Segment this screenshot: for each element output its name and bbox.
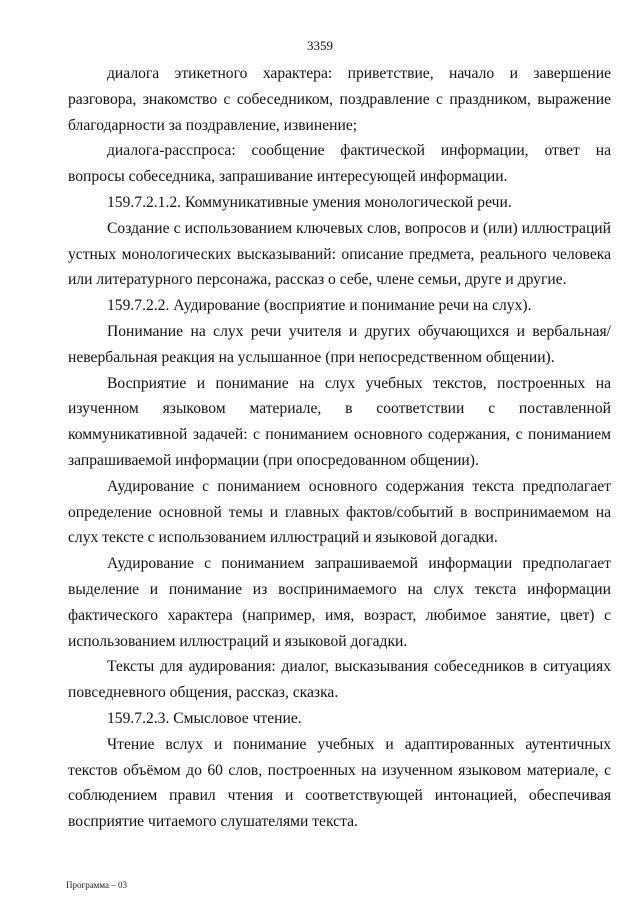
paragraph-etiquette-dialogue: диалога этикетного характера: приветствие, начало и завершение разговора, знакомство с собеседником, поздравление с праздником, выражение благодарности за поздравление, извинение; [68,65,611,134]
paragraph-monologue-creation: Создание с использованием ключевых слов, вопросов и (или) иллюстраций устных монологических высказываний: описание предмета, реального человека или литературного персонажа, рассказ о себе, члене семьи, друге и другие. [68,219,611,289]
paragraph-reading-aloud: Чтение вслух и понимание учебных и адаптированных аутентичных текстов объёмом до 60 слов, построенных на изученном языковом материале, с соблюдением правил чтения и соответствующей интонацией, обеспечивая восприятие читаемого слушателями текста. [68,735,611,831]
paragraph-listening-main-content: Аудирование с пониманием основного содержания текста предполагает определение основной темы и главных фактов/событий в воспринимаемом на слух тексте с использованием иллюстраций и языковой догадки. [68,477,611,547]
section-heading-listening: 159.7.2.2. Аудирование (восприятие и понимание речи на слух). [107,297,532,315]
paragraph-listening-requested-info: Аудирование с пониманием запрашиваемой информации предполагает выделение и понимание из воспринимаемого на слух текста информации фактического характера (например, имя, возраст, любимое занятие, цвет) с использованием иллюстраций и языковой догадки. [68,555,611,650]
paragraph-listening-texts: Восприятие и понимание на слух учебных текстов, построенных на изученном языковом материале, в соответствии с поставленной коммуникативной задачей: с пониманием основного содержания, с пониманием запрашиваемой информации (при опосредованном общении). [68,374,611,469]
paragraph-listening-teacher: Понимание на слух речи учителя и других обучающихся и вербальная/невербальная реакция на услышанное (при непосредственном общении). [68,322,611,366]
section-heading-reading: 159.7.2.3. Смысловое чтение. [107,709,302,727]
section-heading-monologue: 159.7.2.1.2. Коммуникативные умения монологической речи. [107,193,512,211]
page-number: 3359 [307,38,333,53]
paragraph-listening-text-types: Тексты для аудирования: диалог, высказывания собеседников в ситуациях повседневного общения, рассказ, сказка. [68,658,611,702]
paragraph-inquiry-dialogue: диалога-расспроса: сообщение фактической информации, ответ на вопросы собеседника, запрашивание интересующей информации. [68,142,611,186]
footer-label: Программа – 03 [66,880,128,890]
body-text [68,61,611,835]
